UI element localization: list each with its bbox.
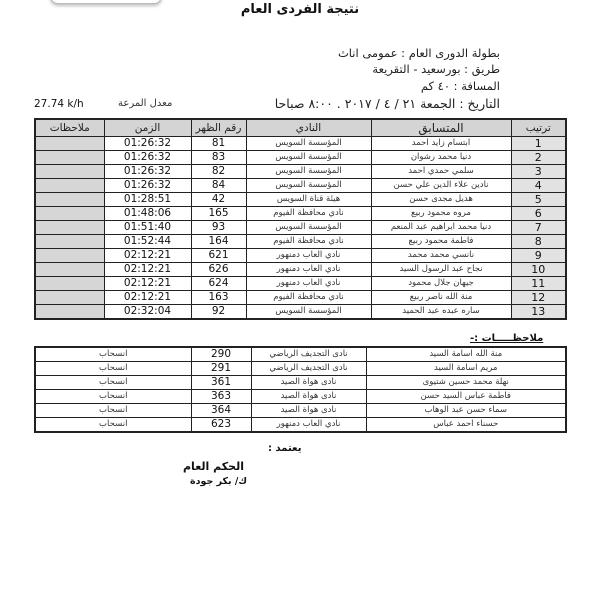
result-rank: 1 bbox=[511, 137, 566, 151]
results-header-row bbox=[35, 119, 566, 137]
result-club: نادي محافظة الفيوم bbox=[246, 235, 371, 249]
header-time: الزمن bbox=[104, 119, 191, 137]
result-row bbox=[35, 305, 566, 320]
result-time: 01:26:32 bbox=[104, 165, 191, 179]
withdrawal-club: نادى هواة الصيد bbox=[251, 376, 366, 390]
page-title: نتيجة الفردى العام bbox=[240, 2, 360, 17]
result-row bbox=[35, 291, 566, 305]
withdrawal-name: مريم اسامة السيد bbox=[366, 362, 566, 376]
withdrawal-club: نادى هواة الصيد bbox=[251, 390, 366, 404]
judge-name: ك/ بكر جودة bbox=[190, 476, 248, 487]
result-rank: 9 bbox=[511, 249, 566, 263]
result-row bbox=[35, 137, 566, 151]
header-notes: ملاحظات bbox=[35, 119, 104, 137]
result-bib: 82 bbox=[191, 165, 246, 179]
withdrawal-bib: 291 bbox=[191, 362, 251, 376]
withdrawal-status: انسحاب bbox=[35, 362, 191, 376]
judge-title: الحكم العام bbox=[183, 460, 244, 473]
result-club: نادي العاب دمنهور bbox=[246, 263, 371, 277]
result-notes bbox=[35, 207, 104, 221]
result-time: 01:26:32 bbox=[104, 137, 191, 151]
withdrawal-club: نادى التجديف الرياضي bbox=[251, 362, 366, 376]
withdrawal-row bbox=[35, 376, 566, 390]
result-bib: 626 bbox=[191, 263, 246, 277]
result-club: نادي محافظة الفيوم bbox=[246, 291, 371, 305]
results-table bbox=[34, 118, 567, 320]
withdrawal-bib: 363 bbox=[191, 390, 251, 404]
result-bib: 93 bbox=[191, 221, 246, 235]
result-row bbox=[35, 179, 566, 193]
result-club: المؤسسة السويس bbox=[246, 305, 371, 320]
result-rank: 8 bbox=[511, 235, 566, 249]
result-time: 02:32:04 bbox=[104, 305, 191, 320]
result-row bbox=[35, 263, 566, 277]
result-club: المؤسسة السويس bbox=[246, 151, 371, 165]
result-club: نادي العاب دمنهور bbox=[246, 277, 371, 291]
result-contestant: هديل مجدى حسن bbox=[371, 193, 511, 207]
result-row bbox=[35, 193, 566, 207]
result-time: 02:12:21 bbox=[104, 249, 191, 263]
result-bib: 83 bbox=[191, 151, 246, 165]
result-notes bbox=[35, 235, 104, 249]
result-row bbox=[35, 207, 566, 221]
result-contestant: نجاح عبد الرسول السيد bbox=[371, 263, 511, 277]
withdrawal-name: نهلة محمد حسين شتيوى bbox=[366, 376, 566, 390]
withdrawal-status: انسحاب bbox=[35, 404, 191, 418]
result-notes bbox=[35, 137, 104, 151]
result-notes bbox=[35, 263, 104, 277]
average-speed-label: معدل المرعة bbox=[118, 98, 173, 109]
withdrawal-name: فاطمة عباس السيد حسن bbox=[366, 390, 566, 404]
withdrawal-status: انسحاب bbox=[35, 376, 191, 390]
result-club: نادي محافظة الفيوم bbox=[246, 207, 371, 221]
withdrawal-row bbox=[35, 390, 566, 404]
road-line: طريق : بورسعيد - التقريعة bbox=[372, 62, 500, 76]
date-line: التاريخ : الجمعة ٢١ / ٤ / ٢٠١٧ . ٨:٠٠ صباحا bbox=[274, 96, 500, 111]
result-row bbox=[35, 221, 566, 235]
result-rank: 12 bbox=[511, 291, 566, 305]
withdrawal-bib: 623 bbox=[191, 418, 251, 433]
result-contestant: دنيا محمد ابراهيم عبد المنعم bbox=[371, 221, 511, 235]
result-club: هيئة قناة السويس bbox=[246, 193, 371, 207]
withdrawal-row bbox=[35, 347, 566, 362]
result-row bbox=[35, 249, 566, 263]
result-club: المؤسسة السويس bbox=[246, 221, 371, 235]
distance-line: المسافة : ٤٠ كم bbox=[420, 79, 500, 93]
result-time: 02:12:21 bbox=[104, 263, 191, 277]
result-rank: 5 bbox=[511, 193, 566, 207]
withdrawal-club: نادى التجديف الرياضي bbox=[251, 347, 366, 362]
header-decoration bbox=[50, 0, 162, 4]
result-bib: 624 bbox=[191, 277, 246, 291]
result-time: 01:26:32 bbox=[104, 151, 191, 165]
header-bib: رقم الظهر bbox=[191, 119, 246, 137]
withdrawal-name: سماء حسن عبد الوهاب bbox=[366, 404, 566, 418]
result-rank: 10 bbox=[511, 263, 566, 277]
withdrawal-status: انسحاب bbox=[35, 347, 191, 362]
average-speed-value: 27.74 k/h bbox=[34, 98, 84, 110]
result-notes bbox=[35, 277, 104, 291]
result-notes bbox=[35, 193, 104, 207]
result-bib: 621 bbox=[191, 249, 246, 263]
withdrawal-bib: 361 bbox=[191, 376, 251, 390]
withdrawal-status: انسحاب bbox=[35, 418, 191, 433]
result-bib: 84 bbox=[191, 179, 246, 193]
result-rank: 2 bbox=[511, 151, 566, 165]
result-rank: 4 bbox=[511, 179, 566, 193]
championship-line: بطولة الدورى العام : عمومى اناث bbox=[337, 46, 500, 60]
withdrawal-row bbox=[35, 418, 566, 433]
withdrawal-club: نادي العاب دمنهور bbox=[251, 418, 366, 433]
result-bib: 92 bbox=[191, 305, 246, 320]
result-row bbox=[35, 165, 566, 179]
withdrawal-bib: 364 bbox=[191, 404, 251, 418]
result-notes bbox=[35, 165, 104, 179]
header-rank: ترتيب bbox=[511, 119, 566, 137]
result-club: المؤسسة السويس bbox=[246, 179, 371, 193]
result-contestant: ساره عبده عبد الحميد bbox=[371, 305, 511, 320]
result-row bbox=[35, 277, 566, 291]
result-time: 02:12:21 bbox=[104, 277, 191, 291]
result-contestant: جيهان جلال محمود bbox=[371, 277, 511, 291]
withdrawal-row bbox=[35, 362, 566, 376]
result-contestant: نانسي محمد محمد bbox=[371, 249, 511, 263]
result-notes bbox=[35, 291, 104, 305]
withdrawals-table bbox=[34, 346, 567, 433]
result-contestant: مروه محمود ربيع bbox=[371, 207, 511, 221]
result-rank: 6 bbox=[511, 207, 566, 221]
result-notes bbox=[35, 179, 104, 193]
withdrawal-club: نادى هواة الصيد bbox=[251, 404, 366, 418]
result-time: 01:26:32 bbox=[104, 179, 191, 193]
result-club: المؤسسة السويس bbox=[246, 137, 371, 151]
result-time: 01:51:40 bbox=[104, 221, 191, 235]
approval-label: يعتمد : bbox=[268, 443, 302, 454]
result-bib: 42 bbox=[191, 193, 246, 207]
result-notes bbox=[35, 221, 104, 235]
result-bib: 165 bbox=[191, 207, 246, 221]
result-time: 01:52:44 bbox=[104, 235, 191, 249]
result-rank: 11 bbox=[511, 277, 566, 291]
header-contestant: المتسابق bbox=[371, 119, 511, 137]
result-contestant: دنيا محمد رشوان bbox=[371, 151, 511, 165]
result-row bbox=[35, 235, 566, 249]
result-bib: 81 bbox=[191, 137, 246, 151]
result-club: المؤسسة السويس bbox=[246, 165, 371, 179]
result-notes bbox=[35, 249, 104, 263]
result-rank: 13 bbox=[511, 305, 566, 320]
withdrawal-status: انسحاب bbox=[35, 390, 191, 404]
result-contestant: ابتسام زايد احمد bbox=[371, 137, 511, 151]
header-club: النادي bbox=[246, 119, 371, 137]
withdrawal-name: حسناء احمد عباس bbox=[366, 418, 566, 433]
withdrawal-row bbox=[35, 404, 566, 418]
result-bib: 163 bbox=[191, 291, 246, 305]
result-notes bbox=[35, 305, 104, 320]
result-time: 02:12:21 bbox=[104, 291, 191, 305]
notes-title: ملاحظـــــات :- bbox=[470, 333, 544, 344]
result-contestant: فاطمة محمود ربيع bbox=[371, 235, 511, 249]
result-contestant: منة الله ناصر ربيع bbox=[371, 291, 511, 305]
result-rank: 7 bbox=[511, 221, 566, 235]
result-row bbox=[35, 151, 566, 165]
result-time: 01:48:06 bbox=[104, 207, 191, 221]
result-notes bbox=[35, 151, 104, 165]
result-bib: 164 bbox=[191, 235, 246, 249]
result-club: نادي العاب دمنهور bbox=[246, 249, 371, 263]
result-rank: 3 bbox=[511, 165, 566, 179]
result-contestant: سلمي حمدي احمد bbox=[371, 165, 511, 179]
result-contestant: نادين علاء الدين علي حسن bbox=[371, 179, 511, 193]
withdrawal-bib: 290 bbox=[191, 347, 251, 362]
result-time: 01:28:51 bbox=[104, 193, 191, 207]
withdrawal-name: منة الله اسامة السيد bbox=[366, 347, 566, 362]
